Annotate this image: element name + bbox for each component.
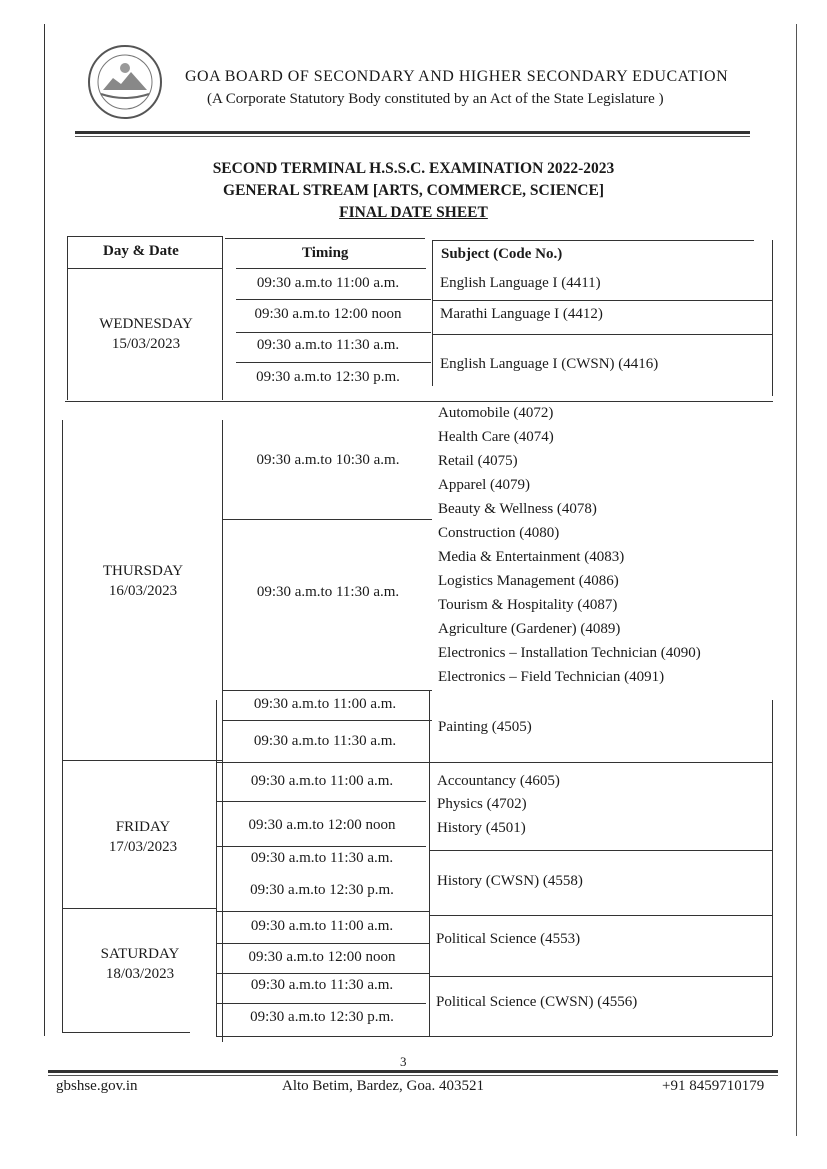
subject-cell: Media & Entertainment (4083) (438, 549, 625, 565)
timing-cell: 09:30 a.m.to 11:30 a.m. (256, 337, 400, 353)
footer-address: Alto Betim, Bardez, Goa. 403521 (282, 1078, 485, 1094)
rule (216, 801, 426, 802)
subject-cell: English Language I (4411) (440, 275, 601, 291)
subject-cell: History (CWSN) (4558) (437, 873, 583, 889)
org-subtitle: (A Corporate Statutory Body constituted by an Act of the State Legislature ) (207, 91, 664, 107)
day-date: 17/03/2023 (108, 839, 178, 855)
day-cell (63, 817, 223, 857)
rule (430, 915, 772, 916)
rule (216, 973, 430, 974)
timing-cell: 09:30 a.m.to 10:30 a.m. (256, 452, 400, 468)
subject-cell: Retail (4075) (438, 453, 518, 469)
rule (236, 299, 431, 300)
header-rule (75, 131, 750, 134)
day-date: 16/03/2023 (108, 583, 178, 599)
rule (67, 268, 222, 269)
exam-title: SECOND TERMINAL H.S.S.C. EXAMINATION 2022-2023 (212, 160, 615, 177)
timing-cell: 09:30 a.m.to 12:00 noon (254, 306, 402, 322)
header-rule-thin (75, 136, 750, 137)
subject-cell: Electronics – Installation Technician (4090) (438, 645, 701, 661)
subject-cell: Logistics Management (4086) (438, 573, 619, 589)
day-name: SATURDAY (100, 946, 180, 962)
timing-cell: 09:30 a.m.to 12:30 p.m. (250, 1009, 394, 1025)
subject-cell: Apparel (4079) (438, 477, 531, 493)
subject-cell: Health Care (4074) (438, 429, 554, 445)
day-date: 15/03/2023 (111, 336, 181, 352)
header-timing: Timing (302, 245, 349, 261)
rule (430, 850, 772, 851)
rule (216, 1036, 772, 1037)
rule (216, 846, 426, 847)
rule (62, 1032, 190, 1033)
header-subject: Subject (Code No.) (441, 246, 563, 262)
footer-phone: +91 8459710179 (662, 1078, 765, 1094)
timing-cell: 09:30 a.m.to 11:00 a.m. (253, 696, 397, 712)
rule (62, 420, 63, 1032)
subject-cell: Agriculture (Gardener) (4089) (438, 621, 621, 637)
rule (216, 762, 772, 763)
stream-title: GENERAL STREAM [ARTS, COMMERCE, SCIENCE] (223, 182, 604, 199)
timing-cell: 09:30 a.m.to 12:00 noon (248, 817, 396, 833)
timing-cell: 09:30 a.m.to 11:30 a.m. (250, 850, 394, 866)
timing-cell: 09:30 a.m.to 11:30 a.m. (256, 584, 400, 600)
rule (222, 690, 432, 691)
subject-cell: Physics (4702) (437, 796, 527, 812)
rule (222, 720, 432, 721)
day-cell (66, 314, 226, 354)
rule (225, 238, 425, 239)
org-name: GOA BOARD OF SECONDARY AND HIGHER SECONDARY EDUCATION (185, 68, 729, 85)
rule (236, 332, 431, 333)
rule (62, 908, 217, 909)
timing-cell: 09:30 a.m.to 11:00 a.m. (256, 275, 400, 291)
document-titles (0, 158, 827, 224)
subject-cell: Painting (4505) (438, 719, 532, 735)
day-date: 18/03/2023 (105, 966, 175, 982)
subject-cell: Political Science (CWSN) (4556) (436, 994, 638, 1010)
subject-cell: Construction (4080) (438, 525, 560, 541)
rule (62, 760, 222, 761)
rule (216, 911, 430, 912)
rule (430, 976, 772, 977)
subject-cell: Accountancy (4605) (437, 773, 560, 789)
board-seal-logo (85, 42, 165, 122)
rule (432, 240, 754, 241)
day-cell (60, 944, 220, 984)
day-name: THURSDAY (102, 563, 184, 579)
subject-cell: History (4501) (437, 820, 526, 836)
timing-cell: 09:30 a.m.to 12:30 p.m. (256, 369, 400, 385)
rule (216, 943, 430, 944)
timing-cell: 09:30 a.m.to 12:30 p.m. (250, 882, 394, 898)
rule (222, 519, 432, 520)
header-day-date: Day & Date (103, 243, 179, 259)
subject-cell: Automobile (4072) (438, 405, 554, 421)
timing-cell: 09:30 a.m.to 11:00 a.m. (250, 773, 394, 789)
subject-cell: Marathi Language I (4412) (440, 306, 603, 322)
day-cell (63, 561, 223, 601)
timing-cell: 09:30 a.m.to 11:30 a.m. (253, 733, 397, 749)
rule (433, 334, 773, 335)
timing-cell: 09:30 a.m.to 11:30 a.m. (250, 977, 394, 993)
date-sheet-title: FINAL DATE SHEET (339, 204, 488, 221)
subject-cell: Electronics – Field Technician (4091) (438, 669, 665, 685)
subject-cell: English Language I (CWSN) (4416) (440, 356, 659, 372)
timing-cell: 09:30 a.m.to 12:00 noon (248, 949, 396, 965)
page-number: 3 (400, 1054, 407, 1069)
letterhead (75, 38, 765, 138)
footer-rule (48, 1070, 778, 1073)
subject-cell: Tourism & Hospitality (4087) (438, 597, 618, 613)
footer-rule-thin (48, 1075, 778, 1076)
rule (772, 700, 773, 1036)
rule (65, 401, 773, 402)
rule (216, 1003, 426, 1004)
day-name: FRIDAY (115, 819, 171, 835)
rule (433, 300, 773, 301)
subject-cell: Political Science (4553) (436, 931, 581, 947)
footer-website: gbshse.gov.in (56, 1078, 138, 1094)
rule (236, 362, 431, 363)
rule (772, 240, 773, 396)
subject-cell: Beauty & Wellness (4078) (438, 501, 597, 517)
day-name: WEDNESDAY (99, 316, 193, 332)
timing-cell: 09:30 a.m.to 11:00 a.m. (250, 918, 394, 934)
rule (236, 268, 426, 269)
rule (67, 236, 222, 237)
